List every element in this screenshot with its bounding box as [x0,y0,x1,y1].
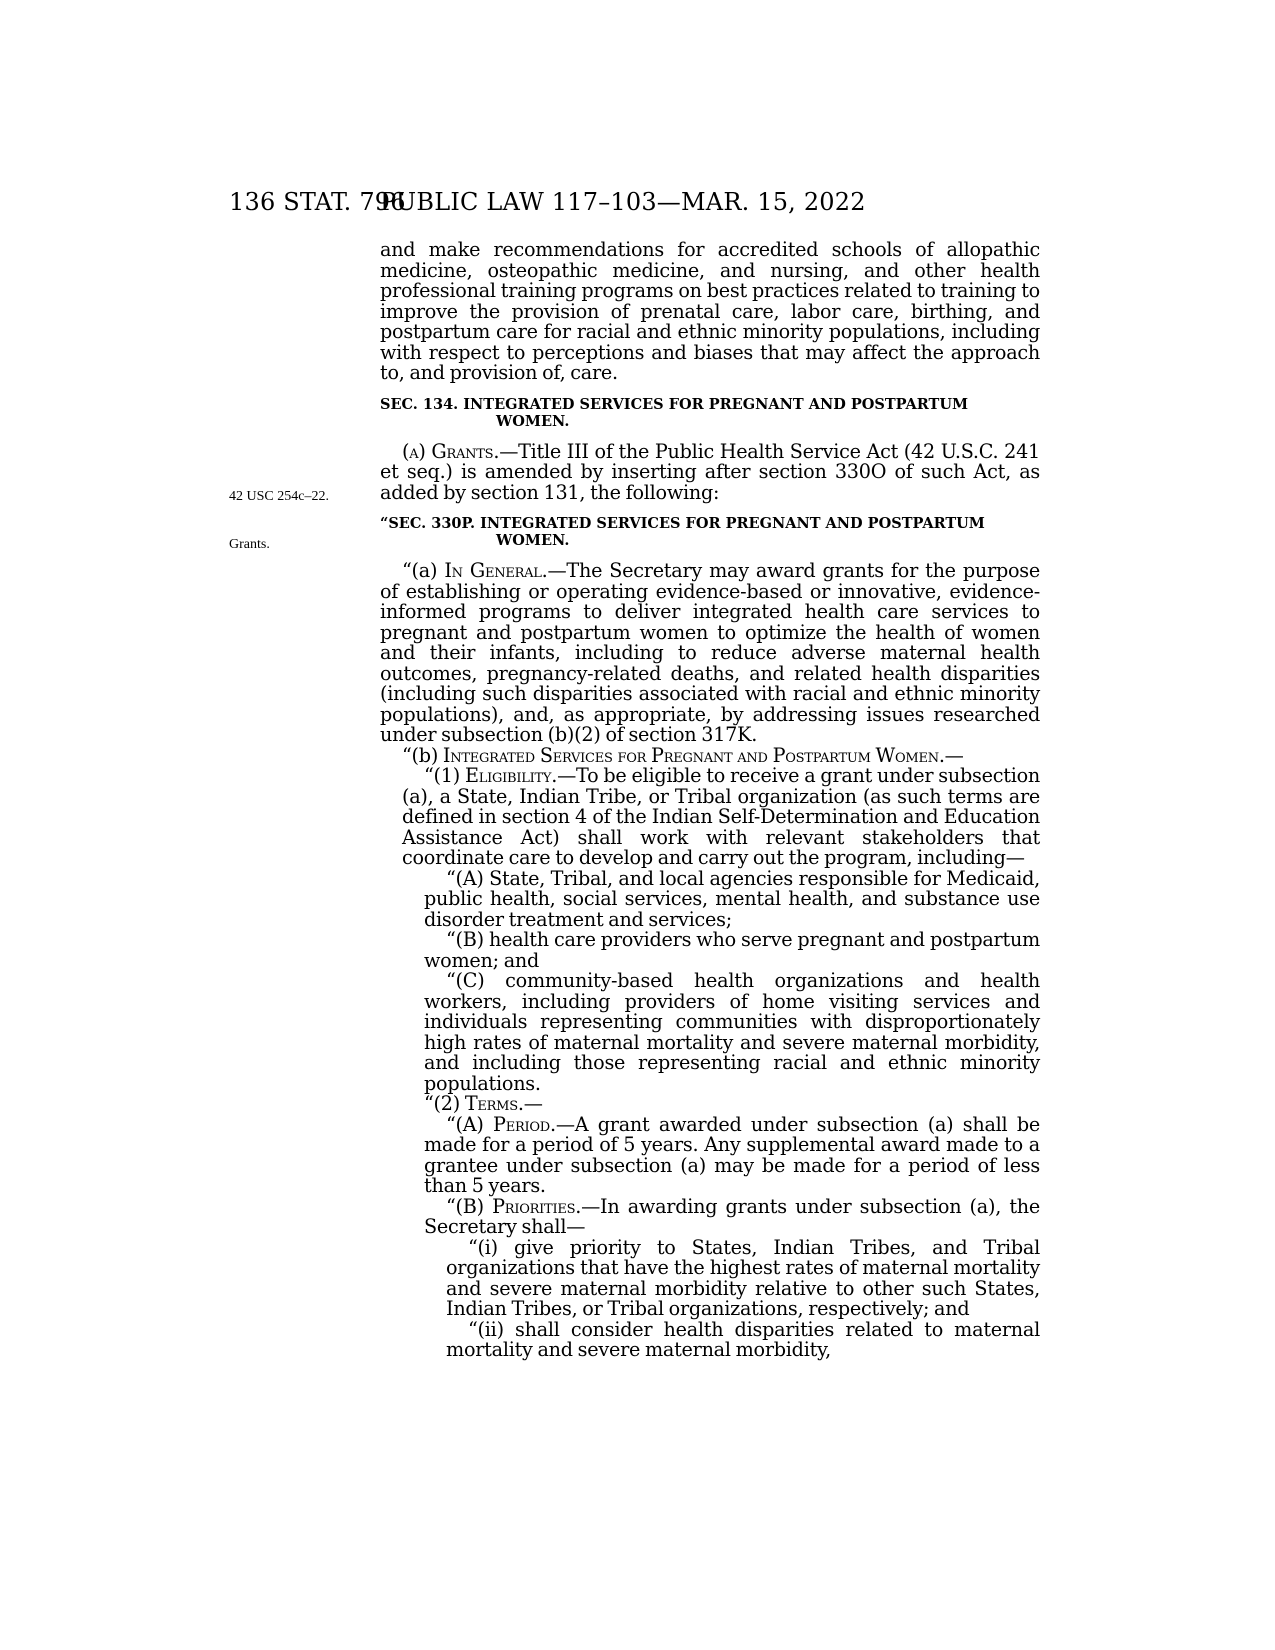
b2A-prefix: “(A) [446,1112,494,1136]
paragraph-b1-A: “(A) State, Tribal, and local agencies responsible for Medicaid, public health, social services, mental health, and substance use disorder treatment and services; [424,866,1040,931]
section-330p-heading: “SEC. 330P. INTEGRATED SERVICES FOR PREGNANT AND POSTPARTUM WOMEN. [380,515,985,549]
b-prefix: “(b) [402,743,443,767]
b2B-text: —In awarding grants under subsection (a), the Secretary shall— [424,1194,1040,1238]
paragraph-b2-B-priorities [424,1194,1040,1238]
b1-text: —To be eligible to receive a grant under subsection (a), a State, Indian Tribe, or Tribal organization (as such terms are defined in section 4 of the Indian Self-Determination and Education Assistance Act) shall work with relevant stakeholders that coordinate care to develop and carry out the program, including— [402,764,1040,869]
paragraph-b2-terms [402,1094,1040,1115]
b-label: Integrated Services for Pregnant and Postpartum Women. [442,743,945,767]
b2-label: Terms. [464,1092,524,1115]
page-reference: 136 STAT. 796 [229,188,406,216]
b2B-label: Priorities. [492,1194,582,1218]
a-label: In General. [444,559,548,582]
paragraph-b2-B-ii: “(ii) shall consider health disparities related to maternal mortality and severe maternal morbidity, [446,1317,1040,1361]
paragraph-b1-eligibility [402,766,1040,869]
a-prefix: “(a) [402,559,445,582]
paragraph-b2-A-period [424,1112,1040,1197]
b2-prefix: “(2) [424,1092,465,1115]
b2A-text: —A grant awarded under subsection (a) shall be made for a period of 5 years. Any supplemental award made to a grantee under subsection (a) may be made for a period of less than 5 years. [424,1112,1040,1197]
b2-dash: — [523,1092,543,1115]
paragraph-b2-B-i: “(i) give priority to States, Indian Tribes, and Tribal organizations that have the highest rates of maternal mortality and severe maternal morbidity relative to other such States, Indian Tribes, or Tribal organizations, respectively; and [446,1235,1040,1320]
paragraph-b1-C: “(C) community-based health organizations and health workers, including providers of home visiting services and individuals representing communities with disproportionately high rates of maternal mortality and severe maternal morbidity, and including those representing racial and ethnic minority populations. [424,969,1040,1095]
document-body [380,240,1040,1361]
margin-note-grants: Grants. [229,537,270,552]
b-dash: — [944,743,964,767]
margin-note-usc: 42 USC 254c–22. [229,489,329,504]
paragraph-b1-B: “(B) health care providers who serve pregnant and postpartum women; and [424,928,1040,972]
paragraph-b-heading [380,743,1040,767]
intro-paragraph: and make recommendations for accredited schools of allopathic medicine, osteopathic medicine, and nursing, and other health professional training programs on best practices related to training to improve the provision of prenatal care, labor care, birthing, and postpartum care for racial and ethnic minority populations, including with respect to perceptions and biases that may affect the approach to, and provision of, care. [380,238,1040,384]
a-text: —The Secretary may award grants for the purpose of establishing or operating evidence-based or innovative, evidence-informed programs to deliver integrated health care services to pregnant and postpartum women to optimize the health of women and their infants, including to reduce adverse maternal health outcomes, pregnancy-related deaths, and related health disparities (including such disparities associated with racial and ethnic minority populations), and, as appropriate, by addressing issues researched under subsection (b)(2) of section 317K. [380,559,1040,746]
subsection-a-label: (a) Grants. [402,439,500,463]
b2B-prefix: “(B) [446,1194,493,1218]
b1-prefix: “(1) [424,764,465,787]
subsection-a-text: —Title III of the Public Health Service Act (42 U.S.C. 241 et seq.) is amended by inserting after section 330O of such Act, as added by section 131, the following: [380,439,1041,504]
subsection-a-grants [380,439,1041,504]
running-title: PUBLIC LAW 117–103—MAR. 15, 2022 [380,188,866,216]
paragraph-a-in-general [380,561,1040,746]
b1-label: Eligibility. [464,764,558,787]
section-134-heading: SEC. 134. INTEGRATED SERVICES FOR PREGNANT AND POSTPARTUM WOMEN. [380,395,969,430]
b2A-label: Period. [493,1112,556,1136]
